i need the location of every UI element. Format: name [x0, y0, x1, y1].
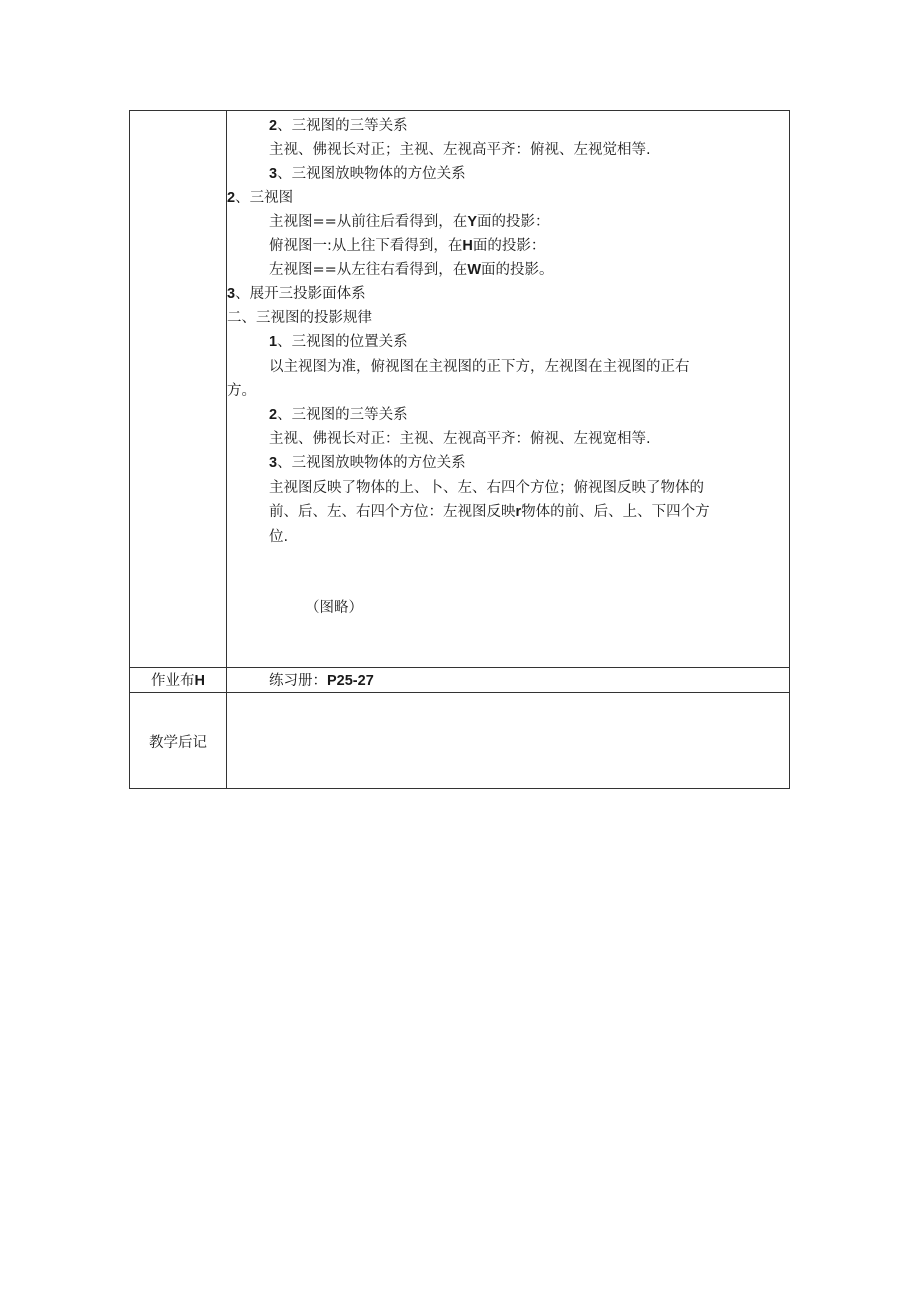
content-line: 前、后、左、右四个方位：左视图反映r物体的前、后、上、下四个方: [269, 504, 710, 520]
content-line: 位.: [269, 529, 289, 545]
teaching-notes-field[interactable]: [227, 693, 787, 788]
teaching-notes-label: 教学后记: [149, 735, 207, 751]
content-line: 主视、佛视长对正；主视、左视高平齐：俯视、左视觉相等.: [269, 142, 651, 158]
content-line: 3、展开三投影面体系: [227, 286, 366, 302]
content-line: 以主视图为准，俯视图在主视图的正下方，左视图在主视图的正右: [269, 359, 690, 375]
lesson-table: [129, 110, 790, 789]
content-line: 主视、佛视长对正：主视、左视高平齐：俯视、左视宽相等.: [269, 431, 651, 447]
content-line: 2、三视图的三等关系: [269, 407, 408, 423]
content-line: 左视图==从左往右看得到，在W面的投影。: [269, 262, 554, 278]
content-line: 1、三视图的位置关系: [269, 334, 408, 350]
column-divider: [226, 111, 227, 788]
content-line: 二、三视图的投影规律: [227, 310, 372, 326]
content-line: 2、三视图: [227, 190, 294, 206]
content-line: 3、三视图放映物体的方位关系: [269, 166, 466, 182]
content-line: 2、三视图的三等关系: [269, 118, 408, 134]
content-line: 主视图反映了物体的上、卜、左、右四个方位；俯视图反映了物体的: [269, 480, 704, 496]
homework-text: 练习册：P25-27: [269, 673, 374, 689]
content-line: 方。: [227, 383, 256, 399]
row-divider: [130, 667, 789, 668]
homework-label: 作业布H: [151, 673, 205, 689]
content-line: 主视图==从前往后看得到，在Y面的投影：: [269, 214, 550, 230]
content-line: 3、三视图放映物体的方位关系: [269, 455, 466, 471]
figure-omitted-note: （图略）: [305, 600, 363, 616]
content-line: 俯视图一:从上往下看得到，在H面的投影：: [269, 238, 546, 254]
